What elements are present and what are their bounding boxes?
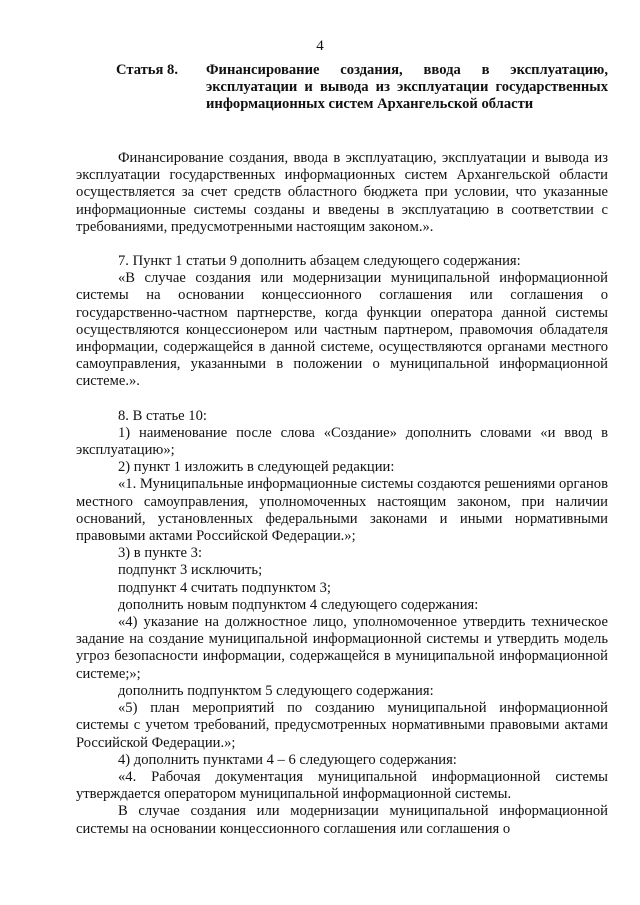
paragraph-item-4: 4) дополнить пунктами 4 – 6 следующего содержания: bbox=[118, 751, 457, 768]
article-header bbox=[116, 62, 608, 114]
paragraph-quote-sub-5: «5) план мероприятий по созданию муниципальной информационной системы с учетом требований, предусмотренных нормативными правовыми актами Российской Федерации.»; bbox=[76, 700, 608, 751]
paragraph-quote-9-1: «В случае создания или модернизации муниципальной информационной системы на основании концессионного соглашения или соглашения о государственно-частном партнерстве, когда функции оператора данной системы осуществляются концессионером или частным партнером, правомочия обладателя информации, содержащейся в данной системе, осуществляются органами местного самоуправления, указанными в положении о муниципальной информационной системе.». bbox=[76, 270, 608, 390]
paragraph-quote-10-4: «4. Рабочая документация муниципальной информационной системы утверждается оператором муниципальной информационной системы. bbox=[76, 768, 608, 803]
page-number: 4 bbox=[316, 38, 324, 54]
paragraph-amendment-8: 8. В статье 10: bbox=[118, 407, 207, 424]
paragraph-item-2: 2) пункт 1 изложить в следующей редакции: bbox=[118, 459, 395, 476]
paragraph-amendment-7: 7. Пункт 1 статьи 9 дополнить абзацем следующего содержания: bbox=[118, 253, 521, 270]
paragraph-sub-3-exclude: подпункт 3 исключить; bbox=[118, 562, 263, 579]
paragraph-item-3: 3) в пункте 3: bbox=[118, 545, 203, 562]
paragraph-quote-sub-4: «4) указание на должностное лицо, уполномоченное утвердить техническое задание на создание муниципальной информационной системы и утвердить модель угроз безопасности информации, содержащейся в муниципальной информационной системе;»; bbox=[76, 614, 608, 682]
paragraph-financing: Финансирование создания, ввода в эксплуатацию, эксплуатации и вывода из эксплуатации государственных информационных систем Архангельской области осуществляется за счет средств областного бюджета при условии, что указанные информационные системы созданы и введены в эксплуатацию в соответствии с требованиями, предусмотренными настоящим законом.». bbox=[76, 150, 608, 235]
article-number: Статья 8. bbox=[116, 62, 178, 78]
article-title: Финансирование создания, ввода в эксплуатацию, эксплуатации и вывода из эксплуатации государственных информационных систем Архангельской области bbox=[206, 62, 608, 113]
paragraph-quote-10-1: «1. Муниципальные информационные системы создаются решениями органов местного самоуправления, уполномоченных настоящим законом, при наличии оснований, установленных федеральными законами и иными нормативными правовыми актами Российской Федерации.»; bbox=[76, 476, 608, 545]
paragraph-add-sub-4: дополнить новым подпунктом 4 следующего содержания: bbox=[118, 596, 479, 613]
document-body bbox=[76, 150, 608, 838]
paragraph-concession: В случае создания или модернизации муниципальной информационной системы на основании концессионного соглашения или соглашения о bbox=[76, 803, 608, 837]
paragraph-sub-4-renumber: подпункт 4 считать подпунктом 3; bbox=[118, 579, 331, 596]
paragraph-add-sub-5: дополнить подпунктом 5 следующего содержания: bbox=[118, 682, 434, 699]
paragraph-item-1: 1) наименование после слова «Создание» дополнить словами «и ввод в эксплуатацию»; bbox=[76, 424, 608, 459]
